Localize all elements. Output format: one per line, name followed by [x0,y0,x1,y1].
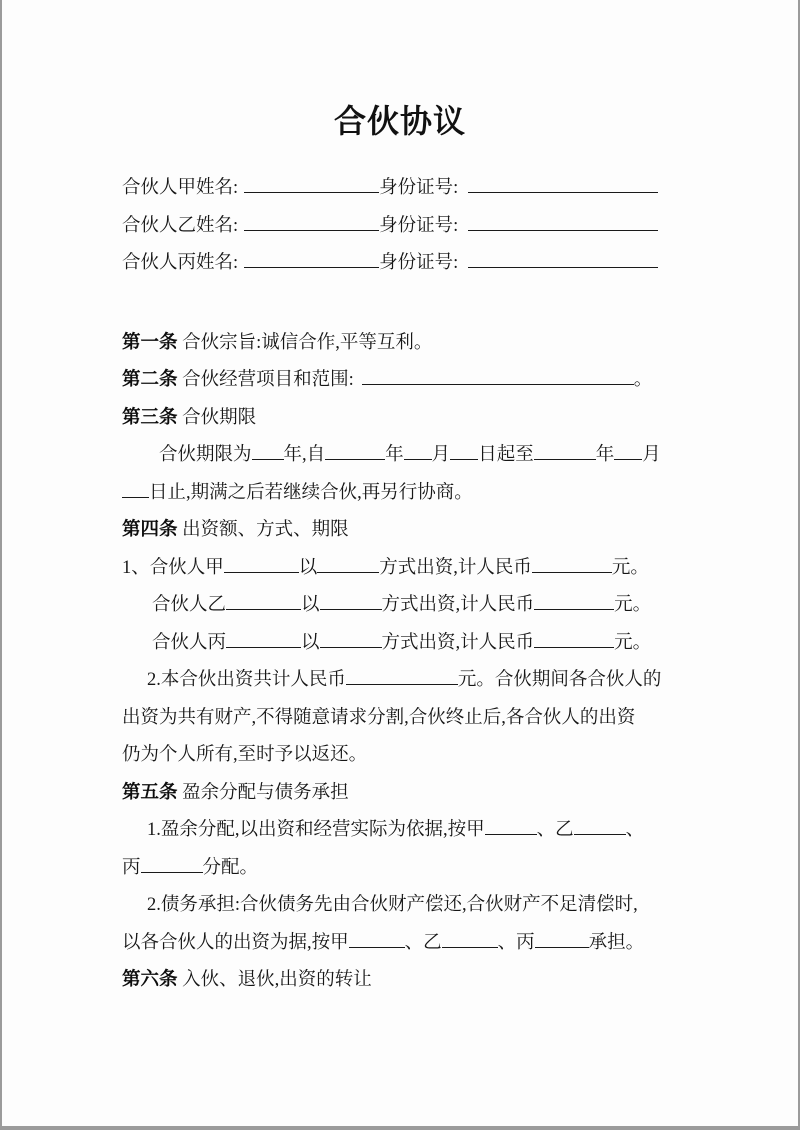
text-run: 年 [595,445,615,465]
text-run: 合伙人丙姓名: [122,253,239,273]
document-line [122,662,684,700]
text-run: 身份证号: [379,253,459,273]
document-line [122,737,684,775]
fill-in-blank-underline [226,644,301,648]
fill-in-blank-underline [346,681,458,685]
text-run: 1、合伙人甲 [122,557,224,578]
fill-in-blank-underline [574,831,626,835]
fill-in-blank-underline [450,456,478,460]
text-run: 以 [301,632,320,653]
fill-in-blank-underline [122,494,149,498]
fill-in-blank-underline [534,644,614,648]
document-line [122,925,684,963]
text-run: 1.盈余分配,以出资和经营实际为依据,按甲 [147,820,485,840]
fill-in-blank-underline [317,569,379,573]
fill-in-blank-underline [535,944,589,948]
text-run: 以 [301,595,320,615]
text-run: 出资为共有财产,不得随意请求分割,合伙终止后,各合伙人的出资 [122,707,636,728]
text-run: 、丙 [497,932,535,953]
document-line [122,700,684,738]
fill-in-blank-underline [534,456,596,460]
text-run: 合伙宗旨:诚信合作,平等互利。 [177,332,433,353]
text-run: 入伙、退伙,出资的转让 [177,970,372,990]
text-run: 、 [625,820,645,840]
document-line [122,550,684,588]
fill-in-blank-underline [244,264,379,268]
fill-in-blank-underline [404,456,432,460]
document-line [122,962,684,1000]
fill-in-blank-underline [252,456,284,460]
fill-in-blank-underline [141,869,203,873]
document-content [122,170,684,1000]
text-run: 身份证号: [379,215,459,236]
fill-in-blank-underline [244,189,379,193]
document-line [122,887,684,925]
document-line [122,325,684,363]
text-run: 、乙 [536,820,574,840]
fill-in-blank-underline [534,606,614,610]
fill-in-blank-underline [468,189,658,193]
fill-in-blank-underline [442,944,498,948]
text-run: 仍为个人所有,至时予以返还。 [122,745,368,765]
fill-in-blank-underline [485,831,537,835]
text-run: 合伙期限为 [159,445,252,465]
text-run: 元。 [614,632,652,653]
fill-in-blank-underline [226,606,301,610]
parties-section [122,170,684,283]
fill-in-blank-underline [349,944,405,948]
text-run: 合伙期限 [177,407,257,428]
clauses-section [122,325,684,1000]
fill-in-blank-underline [532,569,612,573]
document-line [122,245,684,283]
text-run: 以 [298,557,318,578]
fill-in-blank-underline [325,456,385,460]
document-line [122,625,684,663]
fill-in-blank-underline [468,227,658,231]
text-run: 承担。 [588,932,645,953]
document-line [122,812,684,850]
text-run: 月 [431,445,451,465]
fill-in-blank-underline [362,381,634,385]
text-run: 方式出资,计人民币 [379,557,532,578]
document-line [122,362,684,400]
document-line [122,587,684,625]
text-run: 日起至 [478,445,534,465]
text-run: 盈余分配与债务承担 [177,782,349,803]
text-run: 元。 [611,557,649,578]
text-run: 、乙 [404,932,442,953]
fill-in-blank-underline [244,227,379,231]
clause-number: 第一条 [122,332,178,353]
text-run: 年 [385,445,404,465]
text-run: 。 [633,370,653,390]
text-run: 合伙人甲姓名: [122,178,239,198]
text-run: 日止,期满之后若继续合伙,再另行协商。 [149,482,473,503]
clause-number: 第三条 [122,407,178,428]
document-line [122,208,684,246]
text-run: 月 [642,445,661,465]
text-run: 分配。 [202,857,259,878]
document-line [122,437,684,475]
text-run: 合伙人乙 [152,595,227,615]
fill-in-blank-underline [614,456,642,460]
text-run: 2.本合伙出资共计人民币 [147,670,346,690]
fill-in-blank-underline [468,264,658,268]
clause-number: 第四条 [122,520,178,540]
text-run: 方式出资,计人民币 [381,595,535,615]
fill-in-blank-underline [224,569,299,573]
fill-in-blank-underline [320,644,382,648]
document-title: 合伙协议 [333,103,466,139]
document-line [122,512,684,550]
document-line [122,400,684,438]
text-run: 方式出资,计人民币 [381,632,535,653]
text-run: 合伙经营项目和范围: [177,370,354,390]
text-run: 元。 [614,595,652,615]
text-run: 合伙人丙 [152,632,227,653]
text-run: 元。合伙期间各合伙人的 [457,670,662,690]
text-run: 丙 [122,857,141,878]
clause-number: 第五条 [122,782,178,803]
text-run: 身份证号: [379,178,459,198]
document-line [122,475,684,513]
document-line [122,850,684,888]
clause-number: 第二条 [122,370,178,390]
fill-in-blank-underline [320,606,382,610]
text-run: 2.债务承担:合伙债务先由合伙财产偿还,合伙财产不足清偿时, [147,895,638,915]
text-run: 以各合伙人的出资为据,按甲 [122,932,349,953]
text-run: 出资额、方式、期限 [177,520,349,540]
document-line [122,170,684,208]
text-run: 年,自 [283,445,326,465]
document-line [122,775,684,813]
clause-number: 第六条 [122,970,178,990]
text-run: 合伙人乙姓名: [122,215,239,236]
